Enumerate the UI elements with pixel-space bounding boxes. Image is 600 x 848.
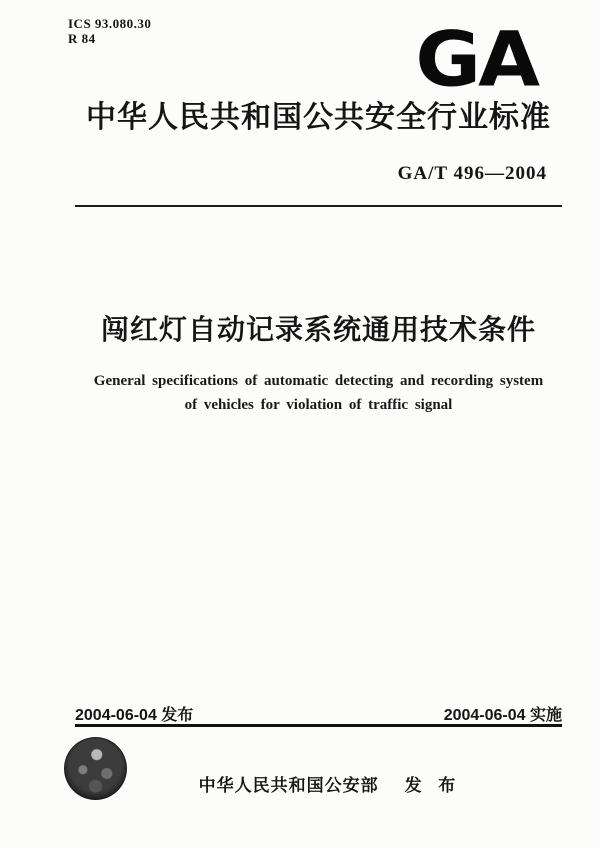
standard-number: GA/T 496—2004 xyxy=(397,163,547,184)
title-english-line2: of vehicles for violation of traffic signal xyxy=(184,397,453,413)
document-title-chinese: 闯红灯自动记录系统通用技术条件 xyxy=(100,314,536,345)
publisher-line xyxy=(75,751,562,816)
publisher-name: 中华人民共和国公安部 xyxy=(198,776,379,795)
document-title-english xyxy=(45,369,592,417)
implementation-date: 2004-06-04 实施 xyxy=(443,707,562,724)
footer-rule xyxy=(75,724,562,727)
standard-category-title: 中华人民共和国公共安全行业标准 xyxy=(86,101,551,134)
publish-action: 发 布 xyxy=(404,776,462,795)
ics-code: ICS 93.080.30 xyxy=(68,16,152,31)
title-english-line1: General specifications of automatic detecting and recording system xyxy=(93,373,544,389)
issue-date: 2004-06-04 发布 xyxy=(75,707,194,724)
ga-logo: GA xyxy=(415,15,537,104)
dates-row xyxy=(75,702,562,725)
ics-block xyxy=(68,16,151,46)
ics-classification: R 84 xyxy=(68,31,96,46)
header-rule xyxy=(75,205,562,207)
